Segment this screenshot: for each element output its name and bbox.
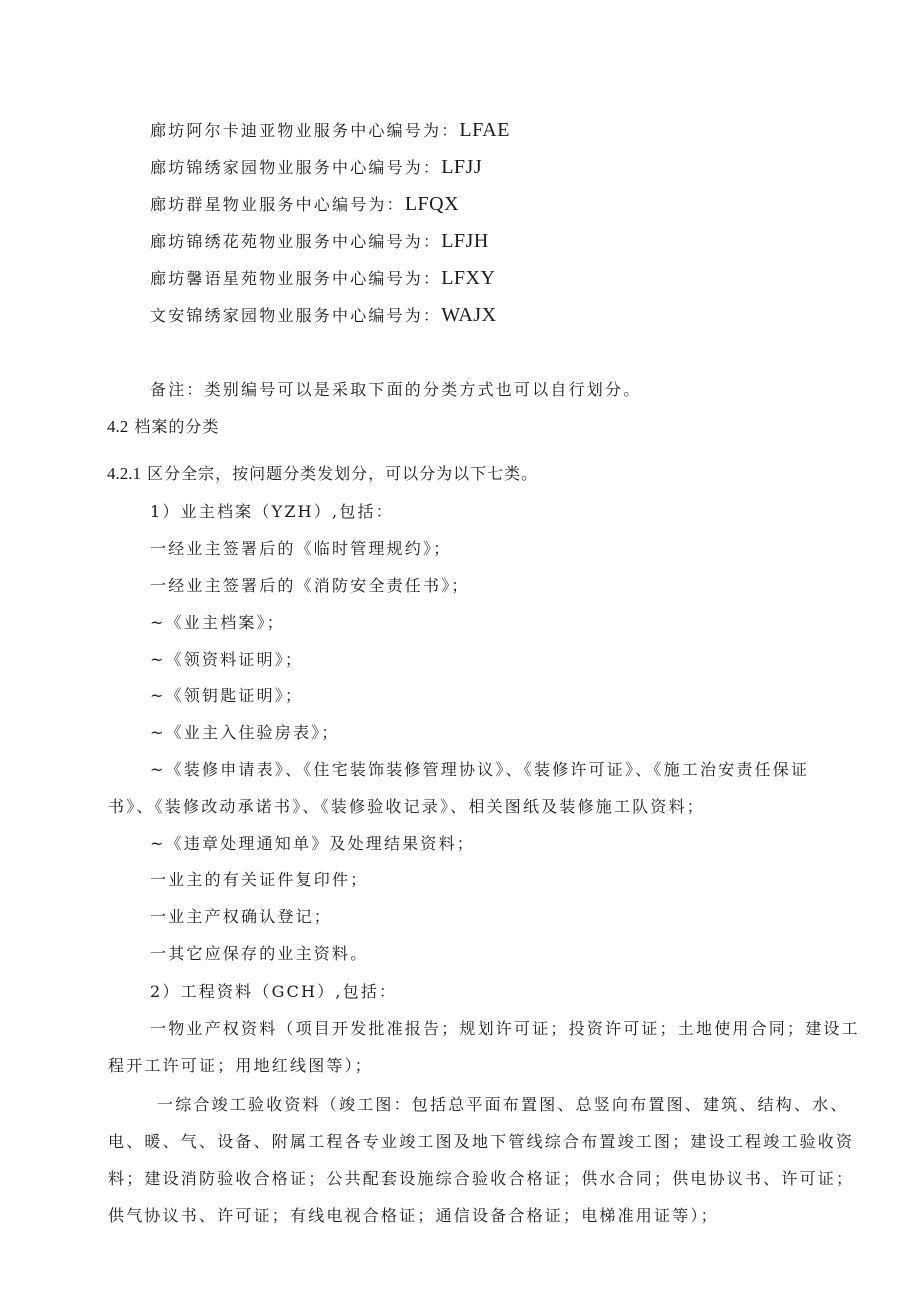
list-item: 一业主产权确认登记； xyxy=(150,907,333,926)
category-heading: 1）业主档案（YZH）,包括： xyxy=(150,502,394,521)
center-line xyxy=(150,156,482,179)
list-item: ~《业主入住验房表》； xyxy=(150,723,340,742)
list-item: 一物业产权资料（项目开发批准报告；规划许可证；投资许可证；土地使用合同；建设工 xyxy=(150,1019,860,1038)
list-item-continuation: 书》、《装修改动承诺书》、《装修验收记录》、相关图纸及装修施工队资料； xyxy=(108,797,706,816)
center-line xyxy=(150,230,489,253)
list-item: ~《领钥匙证明》； xyxy=(150,686,304,705)
list-item: 一经业主签署后的《临时管理规约》； xyxy=(150,539,452,558)
center-name: 廊坊阿尔卡迪亚物业服务中心编号为： xyxy=(150,121,460,140)
center-name: 廊坊馨语星苑物业服务中心编号为： xyxy=(150,269,442,288)
list-item: 一经业主签署后的《消防安全责任书》； xyxy=(150,576,470,595)
category-heading: 2）工程资料（GCH）,包括： xyxy=(150,982,398,1001)
center-code: LFQX xyxy=(404,193,460,215)
center-name: 廊坊群星物业服务中心编号为： xyxy=(150,195,405,214)
center-code: WAJX xyxy=(441,304,497,326)
center-line xyxy=(150,119,510,142)
list-item: 一其它应保存的业主资料。 xyxy=(150,944,369,963)
list-item-continuation: 供气协议书、许可证；有线电视合格证；通信设备合格证；电梯准用证等）； xyxy=(108,1206,719,1225)
list-item: ~《违章处理通知单》及处理结果资料； xyxy=(150,834,476,853)
center-code: LFJJ xyxy=(441,156,483,178)
list-item-continuation: 料；建设消防验收合格证；公共配套设施综合验收合格证；供水合同；供电协议书、许可证； xyxy=(108,1169,855,1188)
list-item-continuation: 电、暖、气、设备、附属工程各专业竣工图及地下管线综合布置竣工图；建设工程竣工验收资 xyxy=(108,1132,855,1151)
center-line xyxy=(150,267,495,290)
center-code: LFJH xyxy=(441,230,489,252)
list-item: 一综合竣工验收资料（竣工图：包括总平面布置图、总竖向布置图、建筑、结构、水、 xyxy=(157,1095,849,1114)
section-number: 4.2 xyxy=(107,417,129,436)
subsection-text: 区分全宗，按问题分类发划分，可以分为以下七类。 xyxy=(147,464,539,483)
list-item: ~《业主档案》； xyxy=(150,613,286,632)
list-item: ~《领资料证明》； xyxy=(150,650,304,669)
center-line xyxy=(150,193,459,216)
center-name: 文安锦绣家园物业服务中心编号为： xyxy=(150,306,442,325)
center-line xyxy=(150,304,497,327)
center-name: 廊坊锦绣家园物业服务中心编号为： xyxy=(150,158,442,177)
center-code: LFAE xyxy=(459,119,510,141)
list-item: ~《装修申请表》、《住宅装饰装修管理协议》、《装修许可证》、《施工治安责任保证 xyxy=(150,760,810,779)
section-title: 档案的分类 xyxy=(134,417,220,436)
center-name: 廊坊锦绣花苑物业服务中心编号为： xyxy=(150,232,442,251)
note-text: 备注：类别编号可以是采取下面的分类方式也可以自行划分。 xyxy=(150,380,642,399)
center-code: LFXY xyxy=(441,267,496,289)
list-item-continuation: 程开工许可证；用地红线图等）； xyxy=(108,1056,374,1075)
subsection-line xyxy=(107,463,538,485)
subsection-number: 4.2.1 xyxy=(107,464,141,483)
list-item: 一业主的有关证件复印件； xyxy=(150,870,369,889)
section-heading xyxy=(107,416,219,438)
